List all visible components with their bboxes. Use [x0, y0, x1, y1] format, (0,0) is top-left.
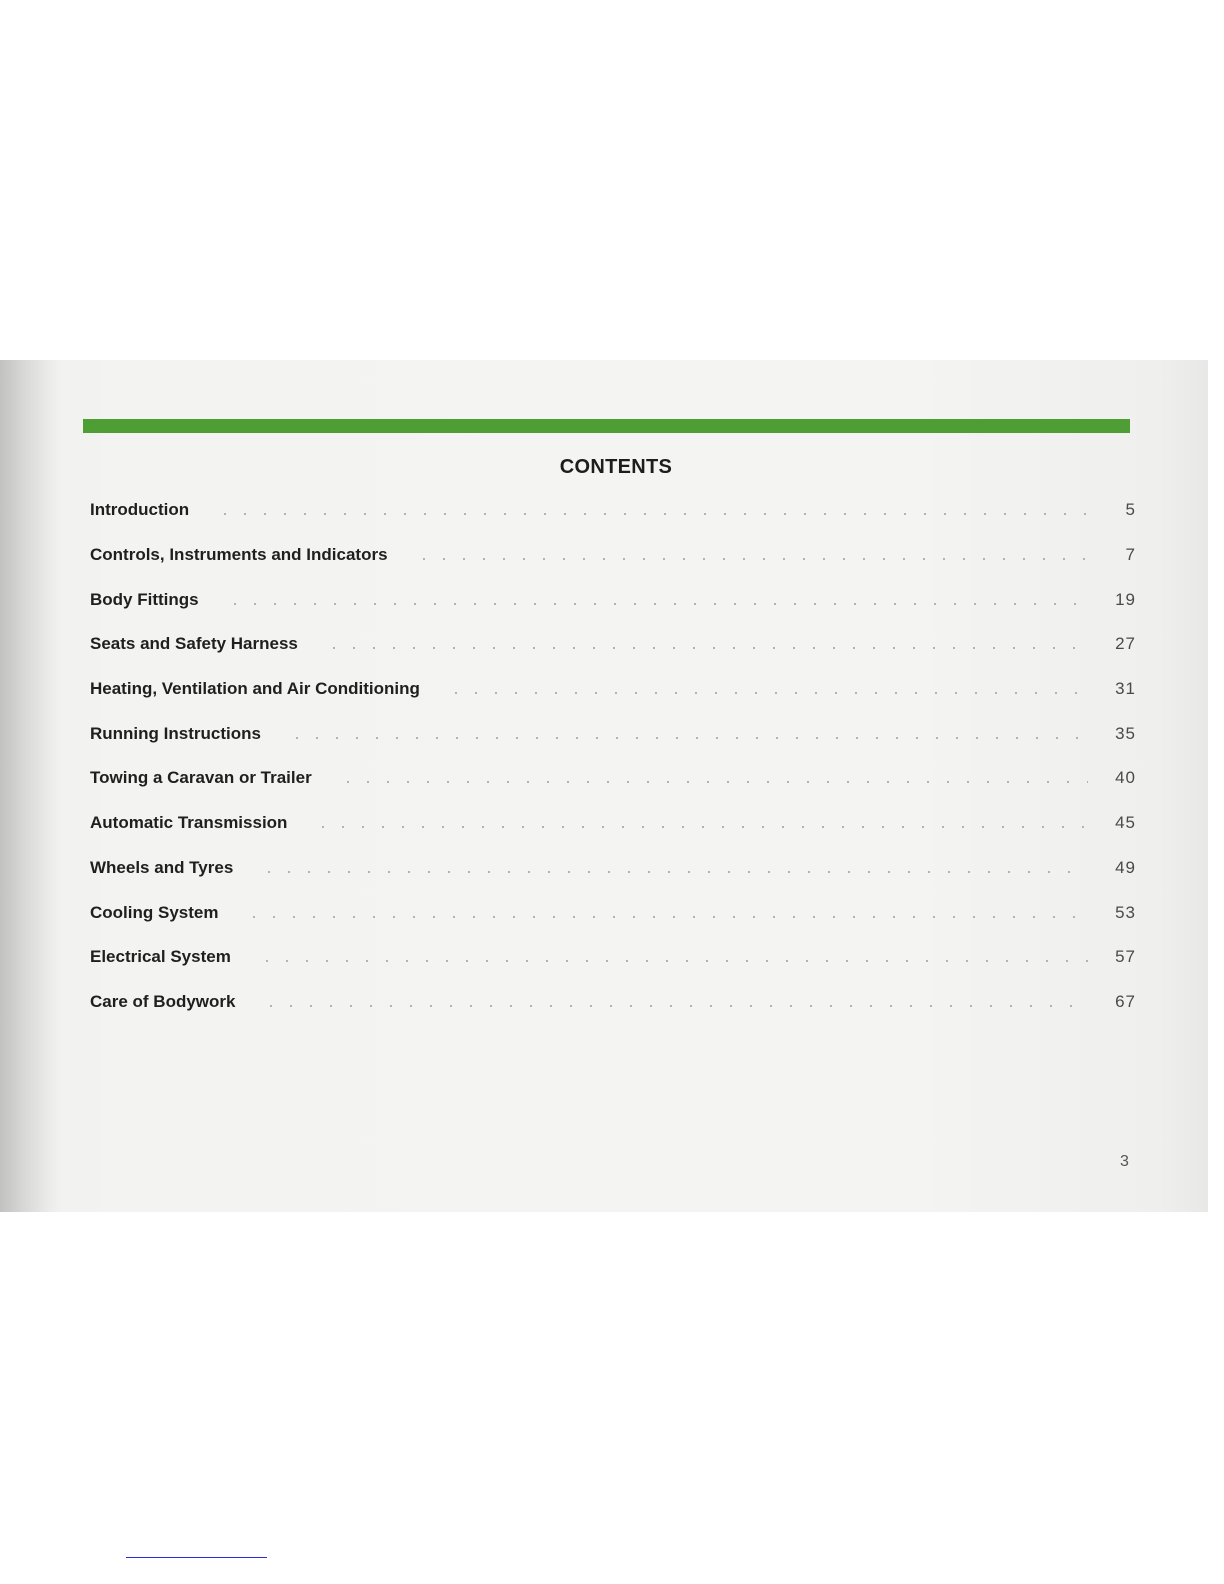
toc-entry-page: 57 — [1115, 947, 1136, 967]
dot-leader — [238, 916, 1088, 918]
dot-leader — [251, 960, 1088, 962]
toc-entry[interactable] — [90, 756, 1136, 801]
dot-leader — [209, 513, 1088, 515]
dot-leader — [255, 1005, 1088, 1007]
toc-entry[interactable] — [90, 533, 1136, 578]
toc-entry-label: Cooling System — [90, 902, 219, 922]
toc-entry[interactable] — [90, 577, 1136, 622]
toc-entry[interactable] — [90, 667, 1136, 712]
toc-entry[interactable] — [90, 622, 1136, 667]
scanned-page — [0, 360, 1208, 1212]
dot-leader — [219, 603, 1088, 605]
toc-entry-page: 67 — [1115, 991, 1136, 1011]
toc-entry-page: 7 — [1125, 545, 1136, 565]
toc-entry[interactable] — [90, 890, 1136, 935]
dot-leader — [440, 692, 1088, 694]
toc-entry-label: Introduction — [90, 500, 190, 520]
toc-entry[interactable] — [90, 801, 1136, 846]
page-title: CONTENTS — [559, 456, 673, 478]
toc-entry-page: 49 — [1115, 857, 1136, 877]
page-number: 3 — [1120, 1153, 1129, 1170]
toc-entry[interactable] — [90, 846, 1136, 891]
footnote-separator-line — [126, 1557, 267, 1558]
toc-entry-label: Wheels and Tyres — [90, 857, 234, 877]
toc-entry-label: Body Fittings — [90, 589, 199, 609]
toc-entry-label: Automatic Transmission — [90, 813, 288, 833]
toc-entry-label: Care of Bodywork — [90, 991, 236, 1011]
toc-entry-page: 40 — [1115, 768, 1136, 788]
dot-leader — [332, 781, 1088, 783]
toc-entry-page: 35 — [1115, 723, 1136, 743]
dot-leader — [318, 647, 1088, 649]
dot-leader — [281, 737, 1088, 739]
toc-entry-page: 45 — [1115, 813, 1136, 833]
toc-entry-page: 53 — [1115, 902, 1136, 922]
dot-leader — [307, 826, 1088, 828]
toc-entry-page: 19 — [1115, 589, 1136, 609]
green-header-bar — [83, 419, 1130, 433]
toc-entry[interactable] — [90, 711, 1136, 756]
toc-entry-page: 31 — [1115, 679, 1136, 699]
toc-entry-label: Seats and Safety Harness — [90, 634, 298, 654]
dot-leader — [253, 871, 1088, 873]
table-of-contents — [90, 488, 1136, 1024]
toc-entry-label: Running Instructions — [90, 723, 261, 743]
toc-entry-page: 5 — [1125, 500, 1136, 520]
toc-entry-page: 27 — [1115, 634, 1136, 654]
toc-entry-label: Controls, Instruments and Indicators — [90, 545, 388, 565]
dot-leader — [408, 558, 1088, 560]
toc-entry-label: Towing a Caravan or Trailer — [90, 768, 312, 788]
toc-entry[interactable] — [90, 488, 1136, 533]
toc-entry-label: Heating, Ventilation and Air Conditioning — [90, 679, 420, 699]
toc-entry[interactable] — [90, 935, 1136, 980]
toc-entry[interactable] — [90, 980, 1136, 1025]
page-gutter-shadow — [0, 360, 60, 1212]
toc-entry-label: Electrical System — [90, 947, 231, 967]
